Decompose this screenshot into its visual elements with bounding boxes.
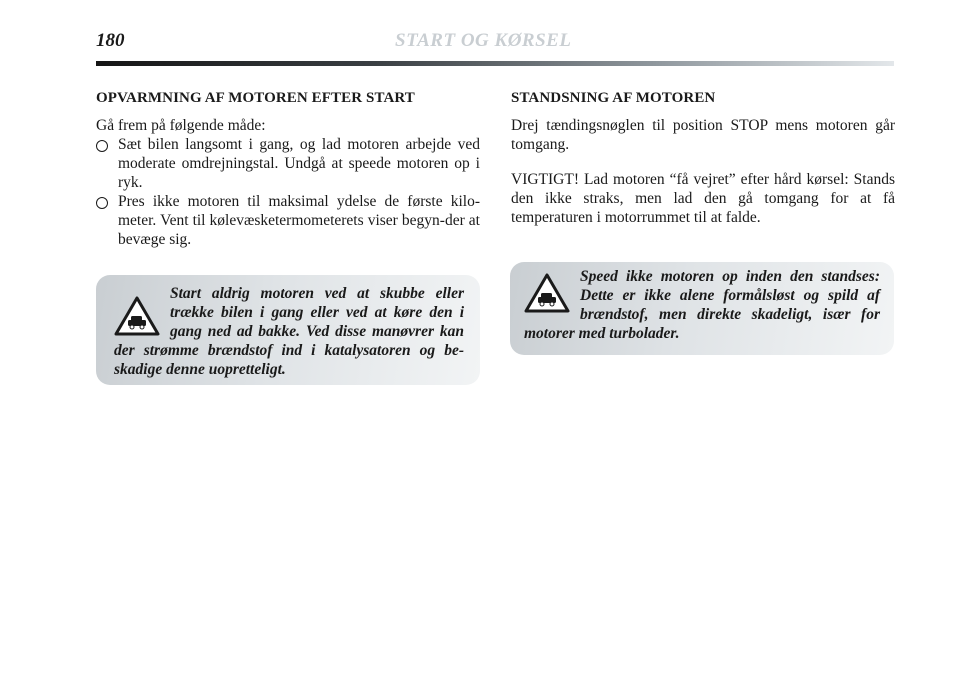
left-column [96,89,480,249]
header-divider [96,61,894,66]
list-item [96,135,480,192]
stopping-paragraph: Drej tændingsnøglen til position STOP mens motoren går tomgang. [511,117,895,153]
section-title: START OG KØRSEL [395,30,572,51]
warmup-intro: Gå frem på følgende måde: [96,117,266,134]
warning-box-start [96,275,480,385]
circle-bullet-icon [96,197,108,209]
list-item [96,192,480,249]
warning-text: Start aldrig motoren ved at skubbe eller trække bilen i gang eller ved at køre den i gang ned ad bakke. Ved disse manøvrer kan der strømme brændstof ind i katalysatoren og be-skadige denne uopretteligt. [114,285,464,378]
page-number: 180 [96,30,125,51]
warning-box-turbo [510,262,894,355]
warmup-heading: OPVARMNING AF MOTOREN EFTER START [96,90,415,106]
important-paragraph: VIGTIGT! Lad motoren “få vejret” efter hård kørsel: Stands den ikke straks, men lad den gå tomgang for at få temperaturen i motorrummet til at falde. [511,171,895,226]
warmup-steps [96,135,480,249]
hazard-triangle-icon [524,273,570,313]
stopping-heading: STANDSNING AF MOTOREN [511,90,716,106]
warning-text: Speed ikke motoren op inden den standses: Dette er ikke alene formålsløst og spild af brændstof, men direkte skadeligt, især for motorer med turbolader. [524,268,880,342]
hazard-triangle-icon [114,296,160,336]
step-text: Sæt bilen langsomt i gang, og lad motoren arbejde ved moderate omdrejningstal. Undgå at speede motoren op i ryk. [118,136,480,191]
right-column [511,89,895,227]
circle-bullet-icon [96,140,108,152]
step-text: Pres ikke motoren til maksimal ydelse de første kilo-meter. Vent til kølevæsketermometerets viser begyn-der at bevæge sig. [118,193,480,248]
